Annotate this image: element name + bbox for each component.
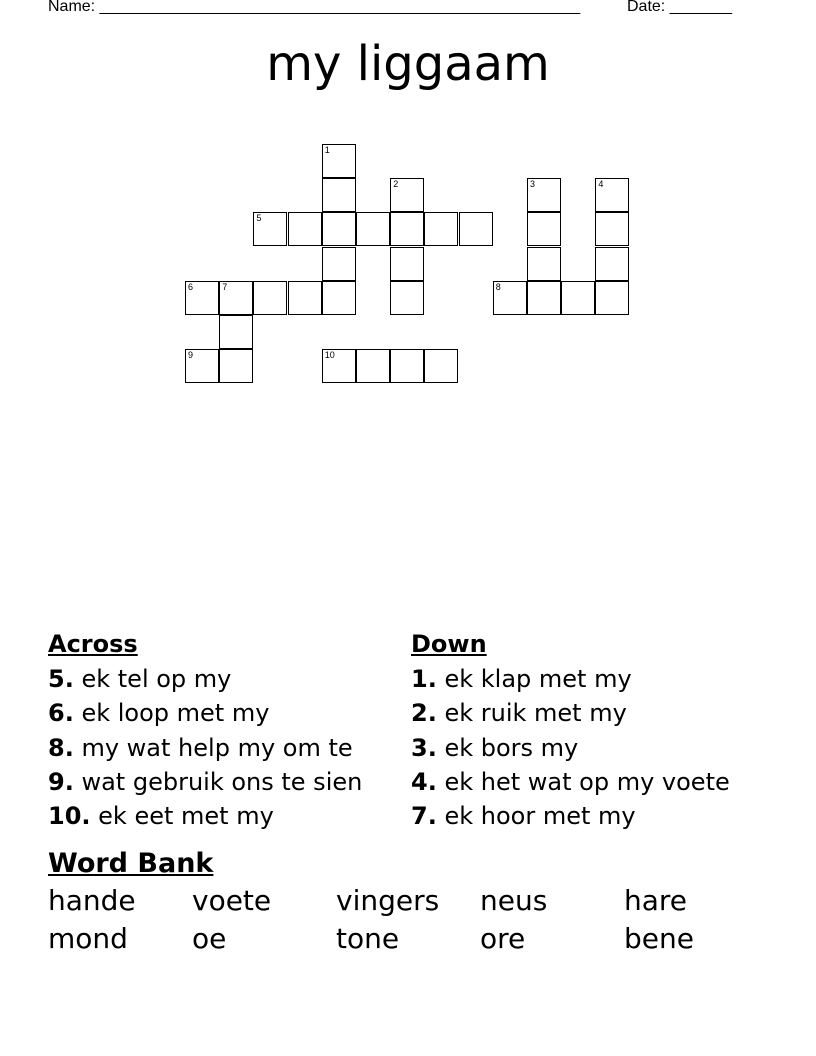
cell-number: 2	[393, 179, 399, 190]
crossword-cell[interactable]	[390, 281, 424, 315]
word-bank-item: vingers	[336, 884, 440, 917]
crossword-cell[interactable]	[390, 349, 424, 383]
clue-number: 8.	[48, 733, 74, 762]
crossword-cell[interactable]	[595, 212, 629, 246]
clue-number: 9.	[48, 767, 74, 796]
crossword-cell[interactable]	[185, 349, 219, 383]
clue-number: 3.	[411, 733, 437, 762]
crossword-cell[interactable]	[595, 281, 629, 315]
crossword-cell[interactable]	[288, 212, 322, 246]
crossword-cell[interactable]	[595, 247, 629, 281]
down-clue	[411, 662, 791, 696]
crossword-cell[interactable]	[527, 281, 561, 315]
crossword-cell[interactable]	[493, 281, 527, 315]
cell-number: 1	[324, 145, 330, 155]
crossword-cell[interactable]	[288, 281, 322, 315]
crossword-cell[interactable]	[356, 212, 390, 246]
crossword-grid	[0, 0, 816, 400]
crossword-cell[interactable]	[322, 349, 356, 383]
word-bank-item: neus	[480, 884, 548, 917]
clue-number: 5.	[48, 665, 74, 693]
clue-text: ek hoor met my	[444, 802, 636, 831]
crossword-cell[interactable]	[424, 349, 458, 383]
word-bank-item: bene	[624, 922, 694, 955]
across-clue	[48, 799, 398, 833]
crossword-cell[interactable]	[390, 178, 424, 212]
clue-number: 7.	[411, 802, 437, 831]
down-heading: Down	[411, 630, 487, 658]
name-field[interactable]: Name: ______________________________________________________	[48, 0, 581, 15]
crossword-cell[interactable]	[253, 212, 287, 246]
across-clue	[48, 765, 398, 799]
crossword-cell[interactable]	[424, 212, 458, 246]
cell-number: 3	[530, 179, 536, 190]
crossword-cell[interactable]	[527, 212, 561, 246]
cell-number: 8	[495, 281, 501, 292]
clue-text: ek tel op my	[81, 665, 232, 693]
down-clue	[411, 765, 791, 799]
crossword-cell[interactable]	[219, 281, 253, 315]
crossword-cell[interactable]	[219, 349, 253, 383]
across-clue	[48, 696, 398, 730]
word-bank-item: hande	[48, 884, 136, 917]
clue-number: 2.	[411, 699, 437, 728]
clue-text: my wat help my om te	[81, 733, 353, 762]
across-heading: Across	[48, 630, 138, 658]
word-bank-item: tone	[336, 922, 400, 955]
word-bank-item: hare	[624, 884, 688, 917]
across-clue	[48, 731, 398, 765]
down-clues	[411, 626, 791, 833]
word-bank-heading: Word Bank	[48, 848, 214, 879]
across-clues	[48, 626, 398, 833]
crossword-cell[interactable]	[356, 349, 390, 383]
clue-text: ek bors my	[444, 733, 579, 762]
clue-text: ek loop met my	[81, 699, 270, 728]
word-bank-item: oe	[192, 922, 227, 955]
crossword-cell[interactable]	[322, 212, 356, 246]
crossword-cell[interactable]	[390, 212, 424, 246]
crossword-cell[interactable]	[185, 281, 219, 315]
clue-text: ek eet met my	[98, 802, 274, 831]
crossword-cell[interactable]	[527, 178, 561, 212]
clue-number: 1.	[411, 665, 437, 693]
crossword-cell[interactable]	[322, 247, 356, 281]
crossword-cell[interactable]	[219, 315, 253, 349]
crossword-cell[interactable]	[459, 212, 493, 246]
crossword-cell[interactable]	[390, 247, 424, 281]
word-bank-item: voete	[192, 884, 272, 917]
crossword-cell[interactable]	[253, 281, 287, 315]
down-clue	[411, 799, 791, 833]
cell-number: 5	[256, 213, 262, 224]
cell-number: 9	[188, 350, 194, 361]
clue-number: 4.	[411, 767, 437, 796]
clue-number: 6.	[48, 699, 74, 728]
crossword-cell[interactable]	[595, 178, 629, 212]
date-field[interactable]: Date: _______	[627, 0, 732, 15]
clue-text: ek ruik met my	[444, 699, 627, 728]
crossword-cell[interactable]	[322, 178, 356, 212]
cell-number: 7	[222, 281, 228, 292]
word-bank-item: mond	[48, 922, 128, 955]
clue-text: wat gebruik ons te sien	[81, 767, 363, 796]
down-clue	[411, 696, 791, 730]
clue-number: 10.	[48, 802, 91, 831]
word-bank-item: ore	[480, 922, 526, 955]
crossword-cell[interactable]	[322, 144, 356, 178]
across-clue	[48, 662, 398, 696]
clue-text: ek het wat op my voete	[444, 767, 730, 796]
cell-number: 6	[188, 281, 194, 292]
crossword-cell[interactable]	[322, 281, 356, 315]
crossword-cell[interactable]	[527, 247, 561, 281]
down-clue	[411, 731, 791, 765]
page-title: my liggaam	[266, 36, 550, 92]
crossword-cell[interactable]	[561, 281, 595, 315]
cell-number: 4	[598, 179, 604, 190]
clue-text: ek klap met my	[444, 665, 632, 693]
cell-number: 10	[324, 350, 335, 361]
